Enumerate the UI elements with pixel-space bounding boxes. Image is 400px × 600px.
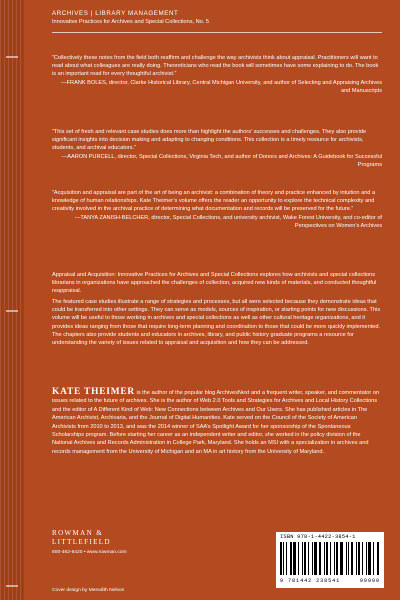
barcode-bar: [362, 542, 363, 575]
barcode-bar: [308, 542, 309, 575]
barcode-bar: [326, 542, 328, 575]
barcode-bar: [366, 542, 367, 575]
barcode-bar: [340, 542, 343, 575]
barcode-bar: [293, 542, 296, 575]
barcode-number: 9 781442 238541: [280, 578, 341, 584]
endorsement-quote: [52, 189, 382, 230]
quote-text: “Acquisition and appraisal are part of the art of being an archivist: a combination of theory and practice enhanced by intuition and a knowledge of human relationships. Kate Theimer’s volume offers the reader an opportunity to explore the technical complexity and creativity involved in the archival practice of determining what documentation and records will be preserved for the future.”: [52, 190, 376, 213]
barcode-digits: [280, 578, 380, 584]
barcode-bar: [286, 542, 287, 575]
quote-text: “Collectively these notes from the field both reaffirm and challenge the way archivists think about appraisal. Practitioners will want to read about what colleagues are really doing. Theoreticians who read the book will sometimes have some explaining to do. The book is an important read for every thoughtful archivist.”: [52, 55, 379, 78]
author-bio-text: is the author of the popular blog ArchivesNext and a frequent writer, speaker, and commentator on issues related to the future of archives. She is the author of Web 2.0 Tools and Strategies for Archives and Local History Collections and the editor of A Different Kind of Web: New Connections between Archives and Our Users. She has published articles in The American Archivist, Archivaria, and the Journal of Digital Humanities. Kate served on the Council of the Society of American Archivists from 2010 to 2013, and was the 2014 winner of SAA’s Spotlight Award for her sponsorship of the Spontaneous Scholarships program. Before starting her career as an independent writer and editor, she worked in the policy division of the National Archives and Records Administration in College Park, Maryland. She holds an MSI with a specialization in archives and records management from the University of Michigan and an MA in art history from the University of Maryland.: [52, 390, 380, 455]
barcode-bar: [336, 542, 338, 575]
barcode-bar: [280, 542, 282, 575]
barcode-bar: [351, 542, 353, 575]
isbn-barcode: [276, 532, 384, 588]
stripe-mark: [6, 310, 18, 312]
barcode-bar: [314, 542, 317, 575]
publisher-name-line-2: LITTLEFIELD: [52, 538, 111, 546]
barcode-bar: [330, 542, 331, 575]
quote-attribution: —AARON PURCELL, director, Special Collections, Virginia Tech, and author of Donors and Archives: A Guidebook for Successful Programs: [61, 153, 382, 168]
barcode-bar: [346, 542, 347, 575]
barcode-bar: [324, 542, 325, 575]
barcode-bar: [334, 542, 335, 575]
cover-credit: Cover design by Meredith Nelson: [52, 588, 125, 593]
price-code: 90000: [359, 578, 380, 584]
publisher-contact: 800-462-6420 • www.rowman.com: [52, 550, 127, 555]
barcode-bar: [368, 542, 371, 575]
publisher-name-line-1: ROWMAN &: [52, 529, 104, 537]
quote-attribution: —FRANK BOLES, director, Clarke Historical Library, Central Michigan University, and author of Selecting and Appraising Archives and Manuscripts: [61, 79, 382, 94]
quote-text: “This set of fresh and relevant case studies does more than highlight the authors’ successes and challenges. They also provide significant insights into decision making and adapting to changing conditions. This collection is a timely resource for archivists, students, and archival educators.”: [52, 129, 367, 152]
endorsement-quote: [52, 128, 382, 169]
series-header: [52, 9, 382, 27]
barcode-bar: [377, 542, 379, 575]
barcode-bar: [356, 542, 357, 575]
publisher-logo: [52, 529, 182, 547]
barcode-bars: [280, 542, 380, 575]
stripe-mark: [6, 585, 18, 587]
barcode-bar: [298, 542, 299, 575]
barcode-bar: [304, 542, 306, 575]
barcode-bar: [373, 542, 374, 575]
barcode-bar: [358, 542, 360, 575]
barcode-bar: [290, 542, 292, 575]
header-divider: [52, 32, 382, 33]
barcode-bar: [319, 542, 321, 575]
author-bio: [52, 388, 382, 456]
barcode-bar: [348, 542, 349, 575]
isbn-label: ISBN 978-1-4422-3854-1: [280, 534, 356, 540]
barcode-bar: [302, 542, 303, 575]
author-name: KATE THEIMER: [52, 387, 135, 397]
endorsement-quote: [52, 54, 382, 95]
quote-attribution: —TANYA ZANISH-BELCHER, director, Special Collections, and university archivist, Wake Forest University, and co-editor of Perspectives on Women’s Archives: [74, 214, 382, 229]
series-subtitle: Innovative Practices for Archives and Special Collections, No. 5: [52, 19, 210, 25]
book-description: The featured case studies illustrate a range of strategies and processes, but all were selected because they demonstrate ideas that could be transferred into other settings. They can serve as models, sources of inspiration, or starting points for new discussions. This volume will be useful to those working in archives and special collections as well as other cultural heritage organizations, and it provides ideas ranging from those that require long-term planning and coordination to those that could be more quickly implemented. The chapters also provide students and educators in archives, library, and public history graduate programs a resource for understanding the variety of issues related to appraisal and acquisition and how they can be addressed.: [52, 299, 381, 347]
stripe-mark: [6, 56, 18, 58]
intro-paragraph: Appraisal and Acquisition: Innovative Practices for Archives and Special Collections explores how archivists and special collections librarians in organizations have approached the challenges of collection, acquired new kinds of materials, and conducted thoughtful reappraisal.: [52, 272, 377, 295]
barcode-bar: [312, 542, 313, 575]
series-title: ARCHIVES | LIBRARY MANAGEMENT: [52, 10, 179, 17]
decorative-side-stripe: [0, 0, 24, 600]
barcode-bar: [283, 542, 284, 575]
